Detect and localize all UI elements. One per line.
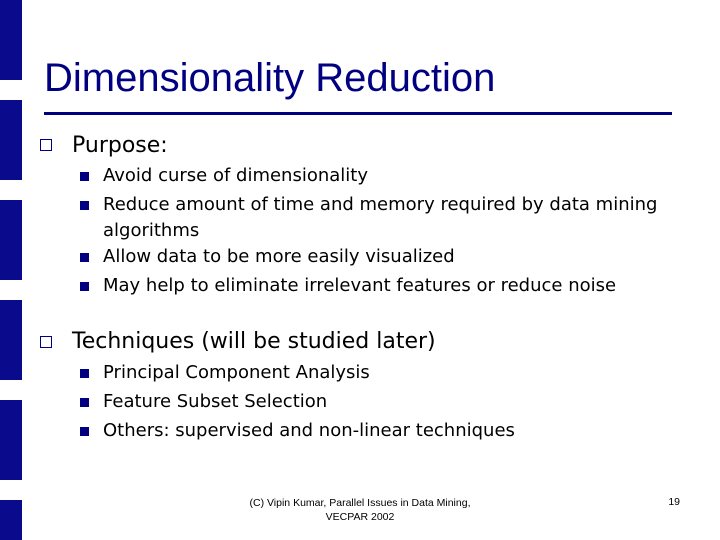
square-bullet-icon: [80, 253, 89, 262]
square-bullet-icon: [40, 139, 52, 151]
square-bullet-icon: [80, 201, 89, 210]
section-heading-techniques: Techniques (will be studied later): [72, 329, 436, 354]
square-bullet-icon: [40, 336, 52, 348]
square-bullet-icon: [80, 172, 89, 181]
list-item: Avoid curse of dimensionality: [103, 165, 369, 186]
list-item: Others: supervised and non-linear techniques: [103, 420, 515, 441]
square-bullet-icon: [80, 369, 89, 378]
square-bullet-icon: [80, 398, 89, 407]
list-item: Feature Subset Selection: [103, 391, 328, 412]
square-bullet-icon: [80, 427, 89, 436]
list-item: Reduce amount of time and memory required by data mining algorithms: [103, 194, 658, 241]
slide-footer: (C) Vipin Kumar, Parallel Issues in Data Mining, VECPAR 2002: [249, 497, 471, 523]
page-number: 19: [668, 496, 680, 508]
square-bullet-icon: [80, 282, 89, 291]
slide-title: Dimensionality Reduction: [44, 56, 496, 100]
list-item: May help to eliminate irrelevant features or reduce noise: [103, 275, 617, 296]
slide-sidebar-decoration: [0, 0, 22, 540]
title-underline: [44, 112, 672, 115]
list-item: Principal Component Analysis: [103, 362, 370, 383]
section-heading-purpose: Purpose:: [72, 133, 168, 158]
list-item: Allow data to be more easily visualized: [103, 246, 455, 267]
